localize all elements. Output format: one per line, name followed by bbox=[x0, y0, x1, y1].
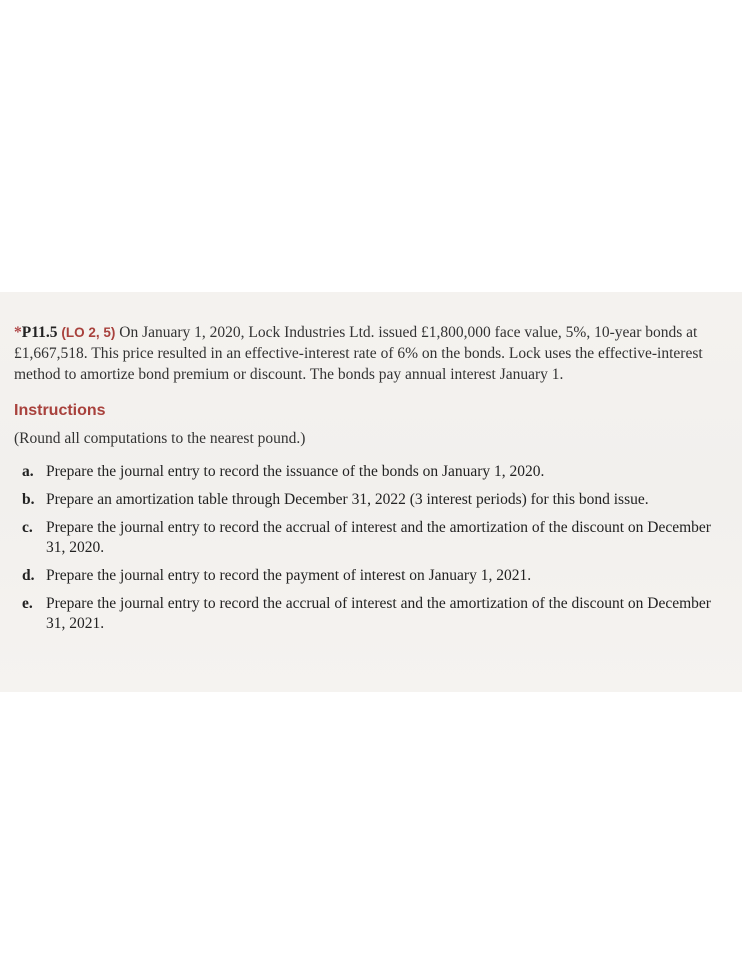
problem-number: P11.5 bbox=[21, 324, 58, 341]
item-letter: a. bbox=[22, 463, 34, 480]
item-text: Prepare the journal entry to record the issuance of the bonds on January 1, 2020. bbox=[46, 463, 545, 480]
item-text: Prepare the journal entry to record the payment of interest on January 1, 2021. bbox=[46, 567, 532, 584]
instruction-item-e bbox=[22, 594, 726, 634]
item-letter: e. bbox=[22, 595, 33, 612]
asterisk-marker: * bbox=[14, 324, 22, 341]
item-text: Prepare the journal entry to record the accrual of interest and the amortization of the discount on December 31, 2020. bbox=[46, 519, 711, 556]
rounding-note: (Round all computations to the nearest pound.) bbox=[14, 430, 306, 447]
learning-objectives: (LO 2, 5) bbox=[61, 325, 116, 340]
item-text: Prepare the journal entry to record the accrual of interest and the amortization of the discount on December 31, 2021. bbox=[46, 595, 711, 632]
instructions-heading: Instructions bbox=[14, 402, 106, 419]
instruction-list bbox=[22, 462, 726, 642]
problem-statement bbox=[14, 322, 726, 385]
instruction-item-a bbox=[22, 462, 726, 482]
problem-text: On January 1, 2020, Lock Industries Ltd. issued £1,800,000 face value, 5%, 10-year bonds at £1,667,518. This price resulted in an effective-interest rate of 6% on the bonds. Lock uses the effective-interest method to amortize bond premium or discount. The bonds pay annual interest January 1. bbox=[14, 324, 703, 383]
item-text: Prepare an amortization table through December 31, 2022 (3 interest periods) for this bond issue. bbox=[46, 491, 649, 508]
item-letter: b. bbox=[22, 491, 35, 508]
item-letter: d. bbox=[22, 567, 35, 584]
item-letter: c. bbox=[22, 519, 33, 536]
instruction-item-b bbox=[22, 490, 726, 510]
instruction-item-d bbox=[22, 566, 726, 586]
instruction-item-c bbox=[22, 518, 726, 558]
